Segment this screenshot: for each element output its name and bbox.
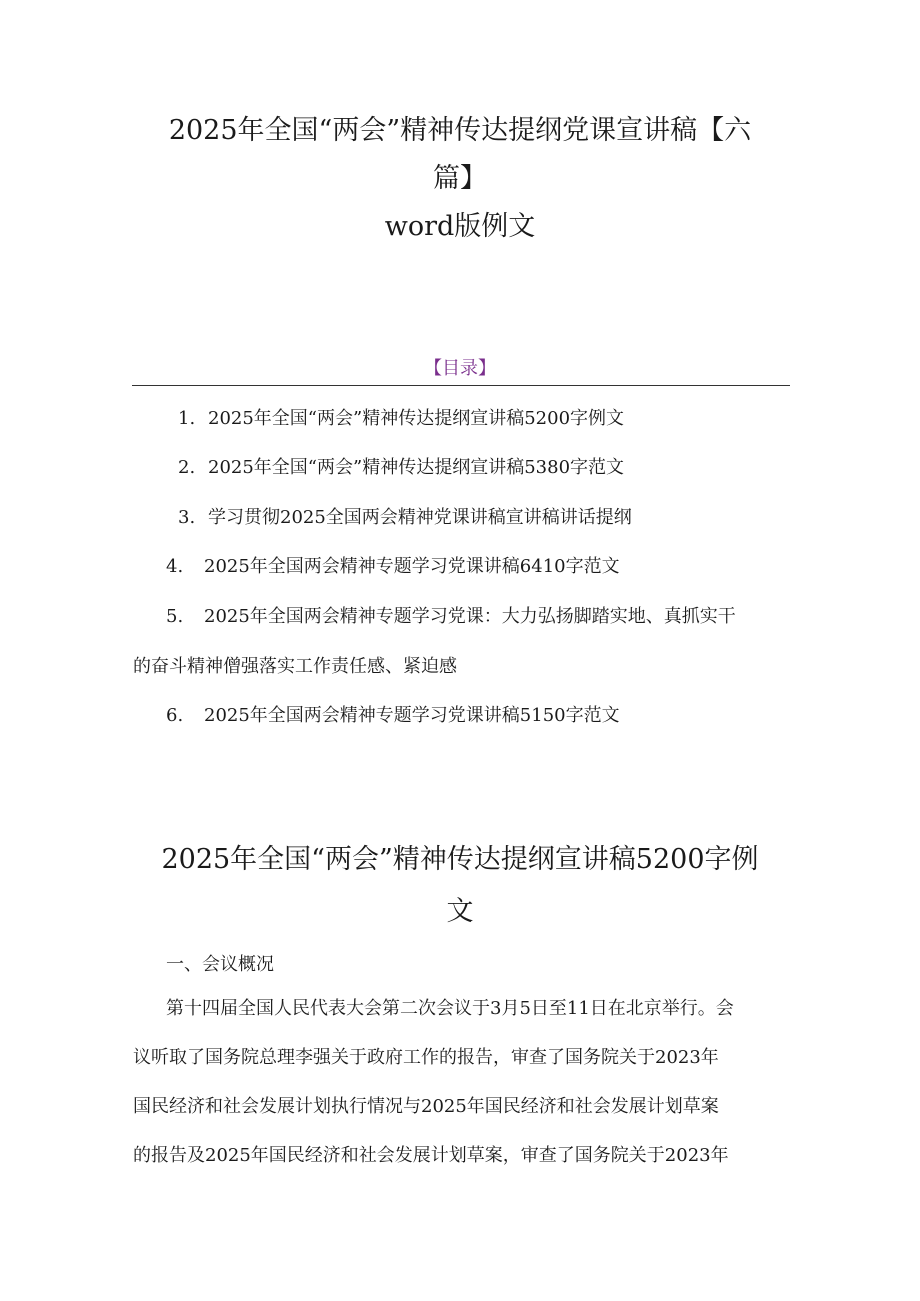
toc-item-text: 学习贯彻2025全国两会精神党课讲稿宣讲稿讲话提纲 (208, 507, 632, 528)
document-title-line-1: 2025年全国“两会”精神传达提纲党课宣讲稿【六 (168, 115, 752, 146)
toc-item-5[interactable] (166, 604, 736, 630)
body-text-line: 的报告及2025年国民经济和社会发展计划草案，审查了国务院关于2023年 (133, 1145, 729, 1166)
toc-item-text: 2025年全国“两会”精神传达提纲宣讲稿5200字例文 (208, 408, 625, 429)
body-text-line: 第十四届全国人民代表大会第二次会议于3月5日至11日在北京举行。会 (166, 998, 734, 1019)
toc-item-text: 2025年全国两会精神专题学习党课讲稿6410字范文 (204, 556, 620, 577)
toc-item-2[interactable] (178, 455, 624, 481)
toc-item-1[interactable] (178, 406, 624, 432)
section-title-line-2: 文 (446, 896, 474, 927)
toc-item-3[interactable] (178, 505, 632, 531)
toc-item-text: 2025年全国“两会”精神传达提纲宣讲稿5380字范文 (208, 457, 625, 478)
toc-item-number: 2. (178, 457, 196, 478)
toc-item-number: 4. (166, 556, 184, 577)
toc-item-number: 6. (166, 705, 184, 726)
toc-item-6[interactable] (166, 703, 620, 729)
body-text-line: 国民经济和社会发展计划执行情况与2025年国民经济和社会发展计划草案 (133, 1096, 719, 1117)
toc-item-text: 2025年全国两会精神专题学习党课讲稿5150字范文 (204, 705, 620, 726)
section-title-line-1: 2025年全国“两会”精神传达提纲宣讲稿5200字例 (161, 844, 759, 875)
toc-divider (132, 385, 790, 386)
toc-item-number: 3. (178, 507, 196, 528)
toc-item-number: 5. (166, 606, 184, 627)
document-title-line-2: 篇】 (433, 163, 487, 194)
section-subheading: 一、会议概况 (166, 954, 274, 975)
body-text-line: 议听取了国务院总理李强关于政府工作的报告，审查了国务院关于2023年 (133, 1047, 719, 1068)
document-subtitle: word版例文 (384, 211, 536, 242)
toc-item-number: 1. (178, 408, 196, 429)
toc-item-text: 2025年全国两会精神专题学习党课：大力弘扬脚踏实地、真抓实干 (204, 606, 736, 627)
toc-item-5-continuation[interactable]: 的奋斗精神僧强落实工作责任感、紧迫感 (133, 656, 457, 677)
toc-heading: 【目录】 (424, 358, 496, 379)
toc-item-4[interactable] (166, 554, 620, 580)
